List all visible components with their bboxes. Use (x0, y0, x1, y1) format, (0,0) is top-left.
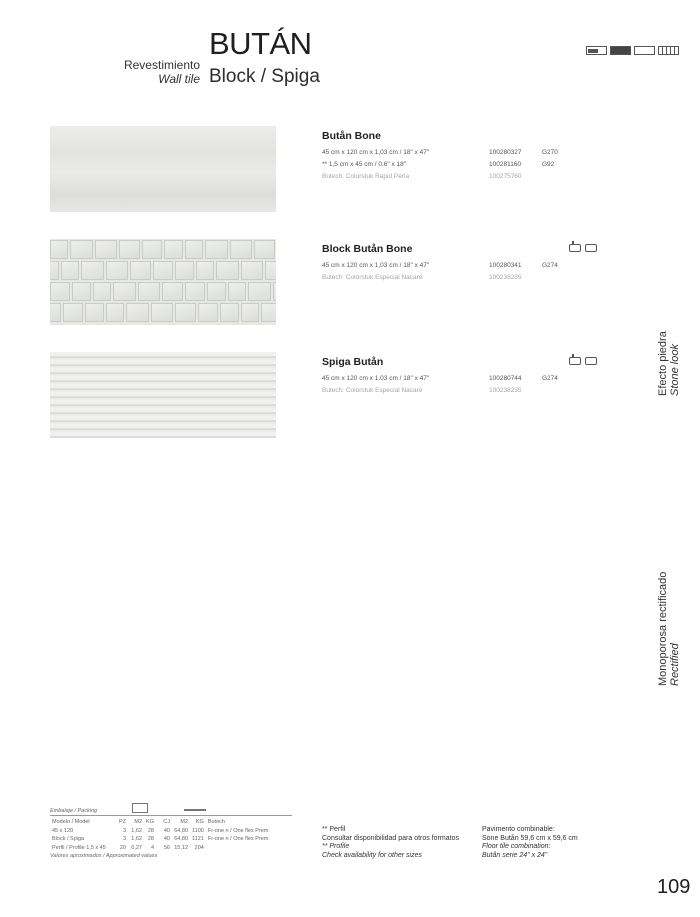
product-code: 100280341 (489, 262, 522, 269)
packing-cell: 0,27 (131, 844, 142, 851)
product-row (322, 385, 612, 397)
category-es: Revestimiento (123, 58, 200, 72)
side-label-body (657, 572, 681, 686)
side-body-es: Monoporosa rectificado (657, 571, 669, 686)
tile-brick (241, 261, 263, 280)
packing-header: KG (195, 819, 204, 825)
note-text: Check availability for other sizes (322, 851, 422, 859)
product-spec: 45 cm x 120 cm x 1,03 cm / 18" x 47" (322, 375, 430, 382)
page-title: BUTÁN (209, 26, 312, 61)
format-rectangle-icon (586, 46, 607, 55)
product-grade: G270 (542, 149, 558, 156)
tile-brick (273, 282, 276, 301)
packing-cell: Fr-one n / One flex Prem. (207, 836, 270, 842)
tile-brick (95, 240, 117, 259)
product-row (322, 373, 612, 385)
bath-icon (569, 357, 581, 365)
tile-brick (228, 282, 246, 301)
tile-swatch-spiga-butan (50, 352, 276, 438)
product-code: 100280744 (489, 375, 522, 382)
product-code: 100281160 (489, 161, 522, 168)
tile-swatch-block-butan-bone (50, 239, 276, 325)
table-row (50, 827, 272, 836)
tile-brick (50, 282, 70, 301)
product-code: 100275760 (489, 173, 522, 180)
packing-cell: 1100 (192, 827, 204, 834)
tile-brick (106, 303, 124, 322)
tile-brick (50, 261, 59, 280)
packing-cell: 1,62 (131, 836, 142, 842)
tile-brick (216, 261, 239, 280)
tile-brick (185, 282, 205, 301)
category-en: Wall tile (158, 72, 200, 86)
tile-brick (93, 282, 111, 301)
tile-brick (196, 261, 214, 280)
tile-brick (119, 240, 140, 259)
note-title: Pavimento combinable: (482, 826, 555, 833)
page-subtitle: Block / Spiga (209, 66, 320, 87)
sofa-icon (585, 244, 597, 252)
tile-brick (113, 282, 136, 301)
packing-grid (50, 818, 272, 852)
product-spec: ** 1,5 cm x 45 cm / 0.6" x 18" (322, 161, 407, 168)
packing-cell: 56 (163, 844, 170, 851)
tile-brick (85, 303, 104, 322)
packing-cell: 28 (147, 827, 154, 834)
tile-brick (106, 261, 128, 280)
packing-cell: 4 (150, 844, 154, 851)
tile-brick (138, 282, 160, 301)
product-name: Spiga Butån (322, 356, 384, 368)
product-row (322, 272, 612, 284)
packing-cell (206, 844, 272, 853)
format-plain-icon (634, 46, 655, 55)
format-stripes-icon (658, 46, 679, 55)
packing-cell: 20 (119, 844, 126, 851)
bath-icon (569, 244, 581, 252)
product-name: Butån Bone (322, 130, 381, 142)
packing-cell: Block / Spiga (52, 836, 85, 842)
sofa-icon (585, 357, 597, 365)
table-row (50, 835, 272, 844)
tile-brick (142, 240, 162, 259)
packing-cell: 3 (122, 827, 126, 834)
note-text: Butån serie 24" x 24" (482, 851, 548, 859)
packing-cell: 64,80 (174, 836, 188, 842)
packing-header: Butech (207, 819, 225, 825)
tile-brick (185, 240, 203, 259)
tile-brick (175, 261, 194, 280)
tile-brick (164, 240, 183, 259)
tile-brick (151, 303, 173, 322)
profile-note (322, 826, 459, 860)
product-butan-bone (322, 130, 612, 183)
product-row (322, 260, 612, 272)
packing-cell: 1,62 (131, 827, 142, 834)
tile-brick (153, 261, 173, 280)
product-code: 100238235 (489, 387, 522, 394)
side-effect-es: Efecto piedra (657, 331, 669, 396)
usage-icons (569, 357, 597, 365)
usage-icons (569, 244, 597, 252)
tile-brick (130, 261, 151, 280)
packing-header: KG (146, 819, 154, 825)
page-number: 109 (657, 876, 691, 898)
tile-brick (261, 303, 276, 322)
packing-cell: 40 (163, 836, 170, 842)
pallet-icon (184, 803, 206, 811)
packing-cell: 204 (194, 844, 204, 851)
product-name: Block Butån Bone (322, 243, 413, 255)
packing-header: M2 (134, 819, 142, 825)
packing-cell: 3 (122, 836, 126, 842)
tile-brick (248, 282, 271, 301)
tile-brick (81, 261, 104, 280)
packing-header: M2 (180, 819, 188, 825)
packing-cell: 1121 (192, 836, 204, 842)
packing-cell: Perfil / Profile 1,5 x 45 (52, 844, 106, 851)
note-text: Sone Butån 59,6 cm x 59,6 cm (482, 834, 578, 842)
product-row (322, 171, 612, 183)
product-butech: Butech: Colorstuk Especial Nacaré (322, 274, 423, 281)
product-code: 100238235 (489, 274, 522, 281)
packing-header: CJ (163, 819, 170, 825)
tile-brick (220, 303, 239, 322)
product-grade: G274 (542, 262, 558, 269)
tile-brick (162, 282, 183, 301)
tile-brick (63, 303, 83, 322)
product-grade: G92 (542, 161, 555, 168)
product-spec: 45 cm x 120 cm x 1,03 cm / 18" x 47" (322, 149, 430, 156)
product-spec: 45 cm x 120 cm x 1,03 cm / 18" x 47" (322, 262, 430, 269)
packing-cell: 64,80 (174, 827, 188, 834)
product-grade: G274 (542, 375, 558, 382)
tile-brick (72, 282, 91, 301)
packing-footnote: Valores aproximados / Approximated values (50, 853, 158, 859)
tile-brick (50, 303, 61, 322)
tile-brick (61, 261, 79, 280)
packing-header: Modelo / Model (52, 819, 90, 825)
note-text: Consultar disponibilidad para otros formatos (322, 834, 459, 842)
packing-cell: 15,12 (174, 844, 188, 851)
packing-header-row (50, 818, 272, 827)
product-row (322, 159, 612, 171)
tile-swatch-butan-bone (50, 126, 276, 212)
side-body-en: Rectified (669, 643, 681, 686)
tile-brick (207, 282, 226, 301)
tile-brick (265, 261, 276, 280)
tile-brick (126, 303, 149, 322)
note-title: Floor tile combination: (482, 843, 551, 850)
packing-header: PZ (118, 819, 126, 825)
packing-cell: 28 (147, 836, 154, 842)
tile-brick (205, 240, 228, 259)
tile-brick (70, 240, 93, 259)
tile-brick (175, 303, 196, 322)
box-icon (132, 803, 148, 813)
packing-cell: Fr-one n / One flex Prem. (207, 827, 270, 834)
tile-brick (198, 303, 218, 322)
format-block-icon (610, 46, 631, 55)
packing-label: Embalaje / Packing (50, 806, 292, 816)
format-icons (586, 46, 679, 55)
category-label (124, 58, 200, 86)
side-effect-en: Stone look (669, 344, 681, 396)
tile-brick (241, 303, 259, 322)
tile-brick (230, 240, 252, 259)
tile-brick (50, 240, 68, 259)
floor-combination-note (482, 826, 578, 860)
packing-cell: 40 (163, 827, 170, 834)
note-title: ** Profile (322, 843, 350, 850)
note-title: ** Perfil (322, 826, 346, 833)
packing-cell: 45 x 120 (52, 827, 74, 834)
table-row (50, 844, 272, 853)
product-row (322, 147, 612, 159)
product-butech: Butech: Colorstuk Especial Nacaré (322, 387, 423, 394)
tile-brick (254, 240, 275, 259)
product-butech: Butech: Colorstuk Rapid Perla (322, 173, 410, 180)
product-code: 100280327 (489, 149, 522, 156)
packing-table (50, 806, 292, 859)
side-label-effect (657, 331, 681, 396)
